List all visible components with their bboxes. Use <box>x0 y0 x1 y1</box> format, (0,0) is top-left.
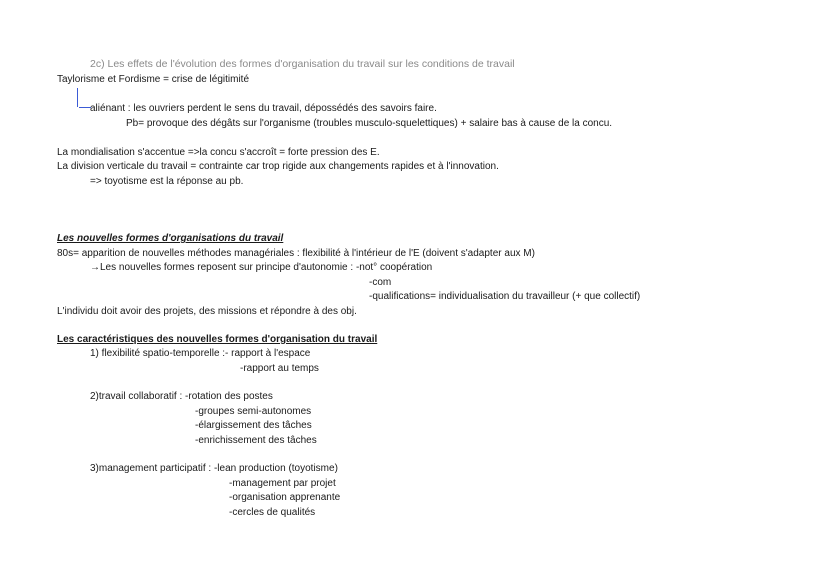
text-line: →Les nouvelles formes reposent sur principe d'autonomie : -not° coopération <box>90 262 433 273</box>
text-line: -qualifications= individualisation du travailleur (+ que collectif) <box>369 291 641 302</box>
text-cursor-mark <box>77 88 78 107</box>
list-item: -enrichissement des tâches <box>195 435 317 446</box>
text-line: La division verticale du travail = contrainte car trop rigide aux changements rapides et à l'innovation. <box>57 161 499 172</box>
text-line: L'individu doit avoir des projets, des missions et répondre à des obj. <box>57 306 357 317</box>
text-line: Pb= provoque des dégâts sur l'organisme (troubles musculo-squelettiques) + salaire bas à cause de la concu. <box>126 118 613 129</box>
list-item: -groupes semi-autonomes <box>195 406 312 417</box>
text-line: -com <box>369 277 392 288</box>
section-heading: 2c) Les effets de l'évolution des formes d'organisation du travail sur les conditions de travail <box>90 58 515 70</box>
text-line: 80s= apparition de nouvelles méthodes managériales : flexibilité à l'intérieur de l'E (doivent s'adapter aux M) <box>57 248 535 259</box>
text-line: aliénant : les ouvriers perdent le sens du travail, dépossédés des savoirs faire. <box>90 103 437 114</box>
list-item: -management par projet <box>229 478 336 489</box>
list-item: -rapport au temps <box>240 363 319 374</box>
section-title: Les caractéristiques des nouvelles formes d'organisation du travail <box>57 334 378 345</box>
list-item: -élargissement des tâches <box>195 420 312 431</box>
list-item: 1) flexibilité spatio-temporelle :- rapport à l'espace <box>90 348 311 359</box>
text-line: => toyotisme est la réponse au pb. <box>90 176 244 187</box>
list-item: -organisation apprenante <box>229 492 341 503</box>
text-line: Taylorisme et Fordisme = crise de légitimité <box>57 74 250 85</box>
list-item: 3)management participatif : -lean production (toyotisme) <box>90 463 338 474</box>
text-line: La mondialisation s'accentue =>la concu s'accroît = forte pression des E. <box>57 147 380 158</box>
list-item: 2)travail collaboratif : -rotation des postes <box>90 391 273 402</box>
section-title: Les nouvelles formes d'organisations du travail <box>57 233 284 244</box>
list-item: -cercles de qualités <box>229 507 316 518</box>
